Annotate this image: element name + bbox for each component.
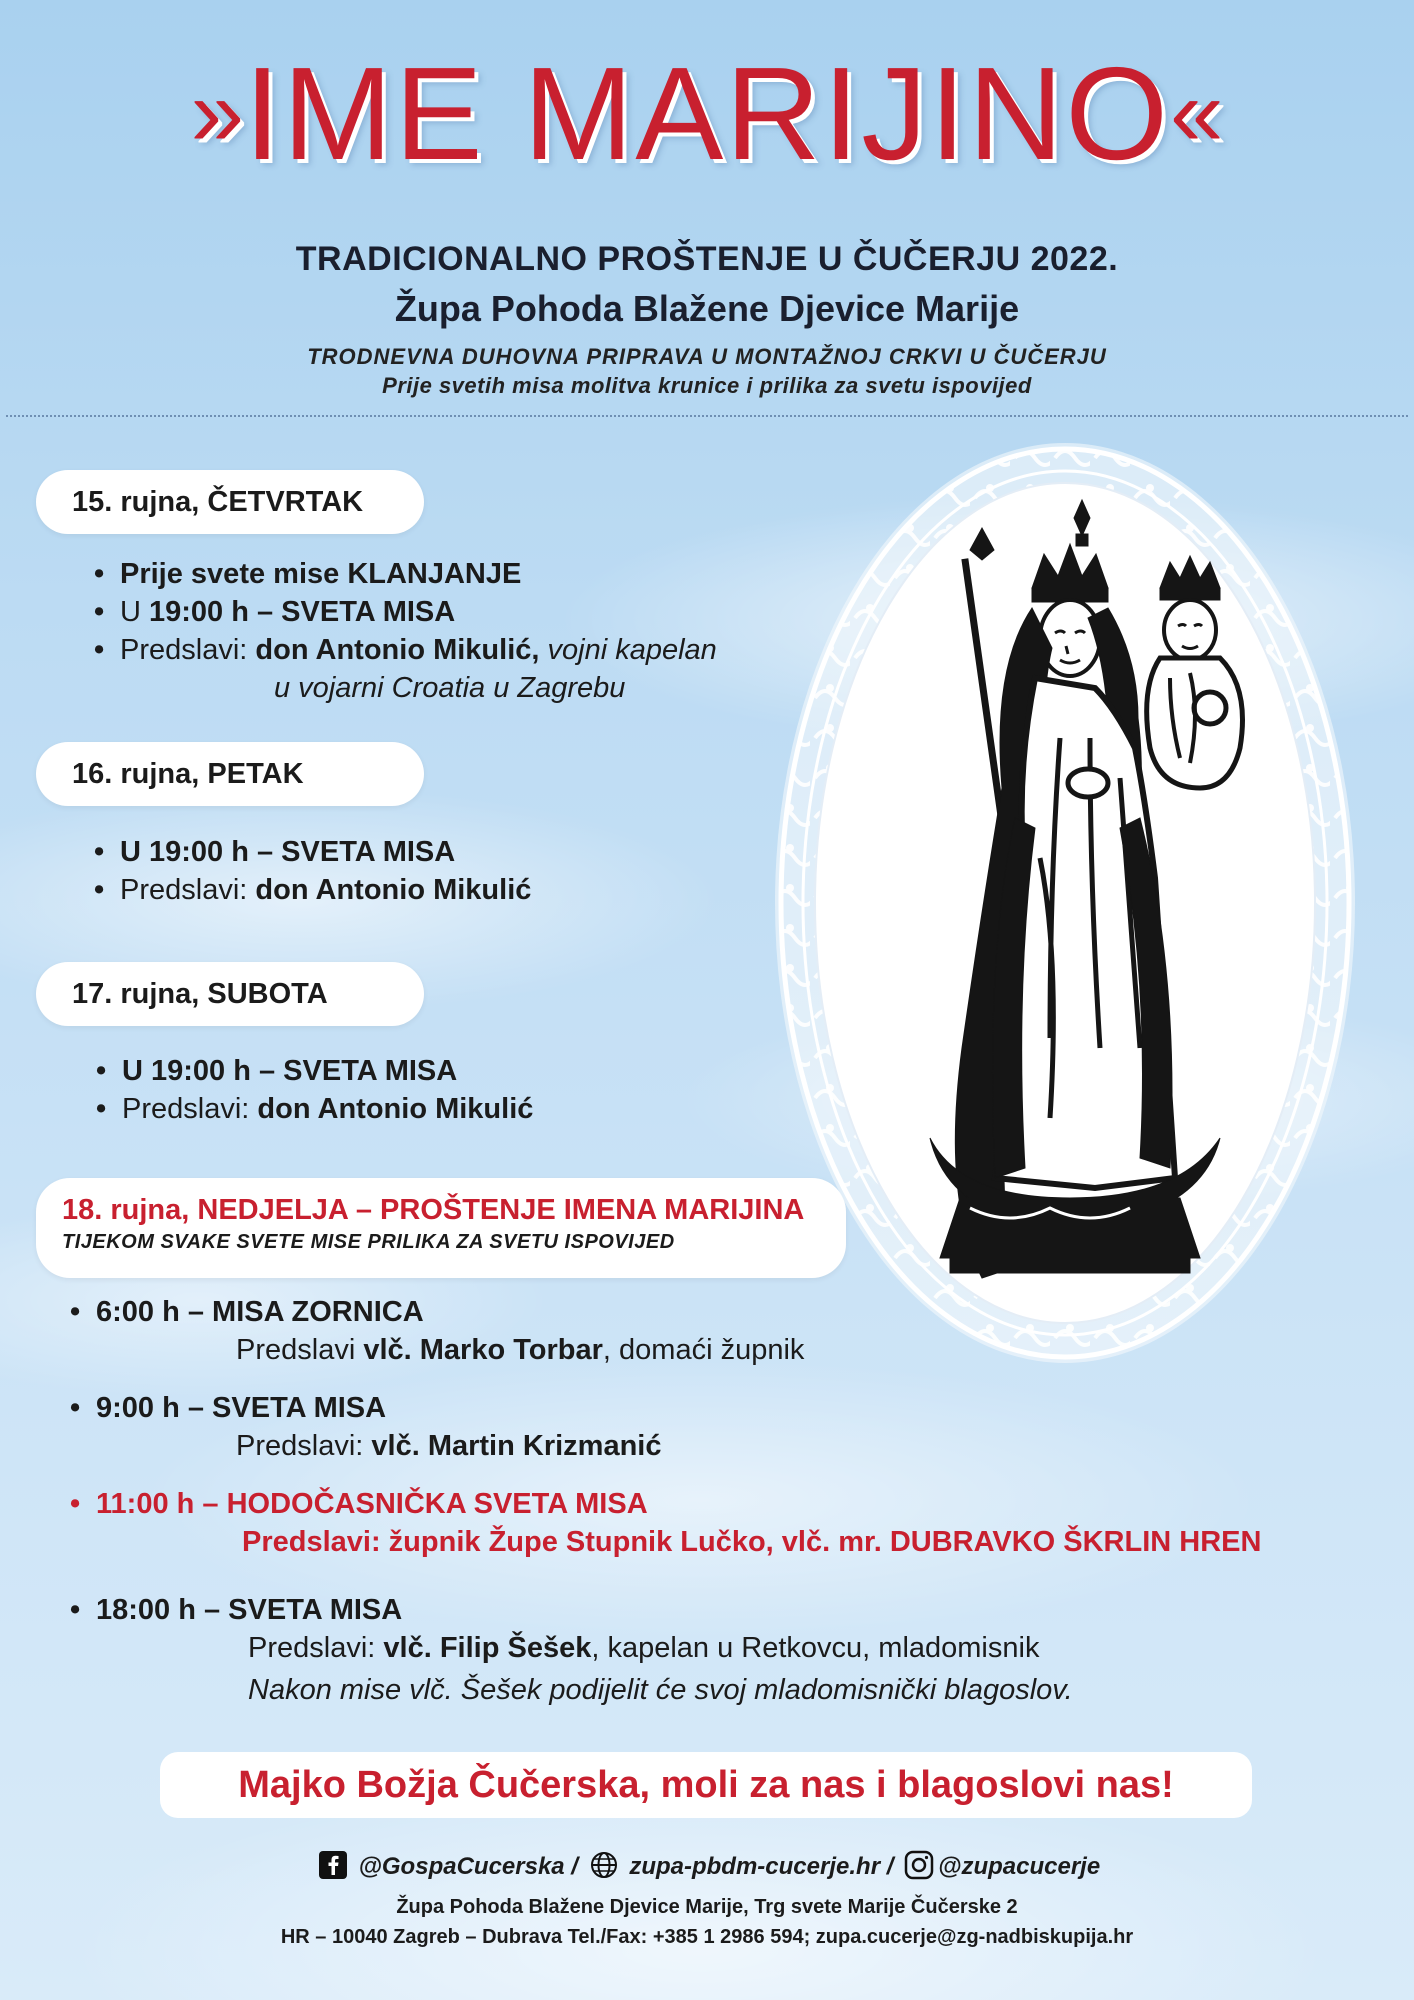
day4-confession-note: TIJEKOM SVAKE SVETE MISE PRILIKA ZA SVETU ISPOVIJED — [62, 1231, 675, 1253]
separator: / — [564, 1853, 585, 1880]
madonna-statue-image — [770, 438, 1360, 1368]
day3-heading-text: 17. rujna, SUBOTA — [72, 978, 328, 1010]
page-title — [0, 40, 1414, 187]
separator: / — [880, 1853, 901, 1880]
day4-heading-text: 18. rujna, NEDJELJA – PROŠTENJE IMENA MARIJINA — [62, 1194, 805, 1226]
day1-list — [94, 555, 717, 707]
celebrant-name: don Antonio Mikulić — [257, 1093, 534, 1125]
day1-item-adoration: • Prije svete mise KLANJANJE — [94, 555, 717, 593]
day3-item-celebrant — [96, 1090, 533, 1128]
header-divider — [6, 415, 1408, 417]
celebrant-name: vlč. Marko Torbar — [363, 1334, 603, 1366]
day2-heading-text: 16. rujna, PETAK — [72, 758, 304, 790]
mass-9-title: • 9:00 h – SVETA MISA — [70, 1389, 1261, 1427]
text-prefix: Predslavi: — [248, 1632, 384, 1664]
day2-item-celebrant — [94, 871, 531, 909]
mass-11-title: • 11:00 h – HODOČASNIČKA SVETA MISA — [70, 1485, 1261, 1523]
celebrant-name: don Antonio Mikulić — [255, 874, 532, 906]
celebrant-role: , kapelan u Retkovcu, mladomisnik — [591, 1632, 1040, 1664]
instagram-handle[interactable]: @zupacucerje — [938, 1853, 1101, 1880]
day3-heading — [36, 962, 424, 1026]
day2-list — [94, 833, 531, 909]
parish-address: Župa Pohoda Blažene Djevice Marije, Trg svete Marije Čučerske 2 — [396, 1896, 1018, 1918]
quote-open: » — [190, 59, 244, 166]
rosary-note: Prije svetih misa molitva krunice i prilika za svetu ispovijed — [382, 373, 1032, 398]
day1-item-mass — [94, 593, 717, 631]
text-prefix: Predslavi: — [236, 1430, 372, 1462]
website-link[interactable]: zupa-pbdm-cucerje.hr — [629, 1853, 881, 1880]
globe-icon — [589, 1850, 619, 1880]
day3-list — [96, 1052, 533, 1128]
celebrant-name: vlč. Martin Krizmanić — [371, 1430, 662, 1462]
celebrant-role: , domaći župnik — [602, 1334, 805, 1366]
parish-contact: HR – 10040 Zagreb – Dubrava Tel./Fax: +385 1 2986 594; zupa.cucerje@zg-nadbiskupija.hr — [280, 1926, 1134, 1948]
celebrant-name: don Antonio Mikulić, — [255, 634, 540, 666]
text-prefix: U — [120, 596, 149, 628]
preparation-note: TRODNEVNA DUHOVNA PRIPRAVA U MONTAŽNOJ CRKVI U ČUČERJU — [307, 344, 1107, 369]
day1-heading — [36, 470, 424, 534]
mass-18-title: • 18:00 h – SVETA MISA — [70, 1591, 1261, 1629]
mass-time: 19:00 h – SVETA MISA — [149, 596, 456, 628]
prayer-banner: Majko Božja Čučerska, moli za nas i blagoslovi nas! — [160, 1752, 1252, 1818]
subtitle-parish: Župa Pohoda Blažene Djevice Marije — [394, 288, 1020, 329]
social-links — [0, 1850, 1414, 1881]
mass-18-blessing-note: Nakon mise vlč. Šešek podijelit će svoj mladomisnički blagoslov. — [248, 1674, 1073, 1706]
day2-item-mass: • U 19:00 h – SVETA MISA — [94, 833, 531, 871]
day1-item-celebrant — [94, 631, 717, 669]
celebrant-role: vojni kapelan — [539, 634, 717, 666]
day1-item-celebrant-cont: u vojarni Croatia u Zagrebu — [274, 672, 626, 704]
mass-18-celebrant — [70, 1629, 1261, 1667]
facebook-icon[interactable] — [318, 1850, 348, 1880]
mass-11-celebrant: Predslavi: župnik Župe Stupnik Lučko, vlč. mr. DUBRAVKO ŠKRLIN HREN — [242, 1526, 1262, 1558]
quote-close: « — [1170, 59, 1224, 166]
subtitle-event: TRADICIONALNO PROŠTENJE U ČUČERJU 2022. — [295, 240, 1119, 278]
text-prefix: Predslavi: — [120, 634, 256, 666]
day2-heading — [36, 742, 424, 806]
madonna-frame-graphic — [770, 438, 1360, 1368]
text-prefix: Predslavi — [236, 1334, 364, 1366]
mass-9-celebrant — [70, 1427, 1261, 1465]
day3-item-mass: • U 19:00 h – SVETA MISA — [96, 1052, 533, 1090]
day4-heading — [36, 1178, 846, 1278]
celebrant-name: vlč. Filip Šešek — [383, 1632, 592, 1664]
day1-heading-text: 15. rujna, ČETVRTAK — [72, 486, 364, 518]
title-text: IME MARIJINO — [243, 40, 1171, 187]
facebook-handle[interactable]: @GospaCucerska — [358, 1853, 565, 1880]
mass-zornica-title: • 6:00 h – MISA ZORNICA — [70, 1293, 1261, 1331]
text-prefix: Predslavi: — [122, 1093, 258, 1125]
instagram-icon[interactable] — [904, 1850, 934, 1880]
text-prefix: Predslavi: — [120, 874, 256, 906]
